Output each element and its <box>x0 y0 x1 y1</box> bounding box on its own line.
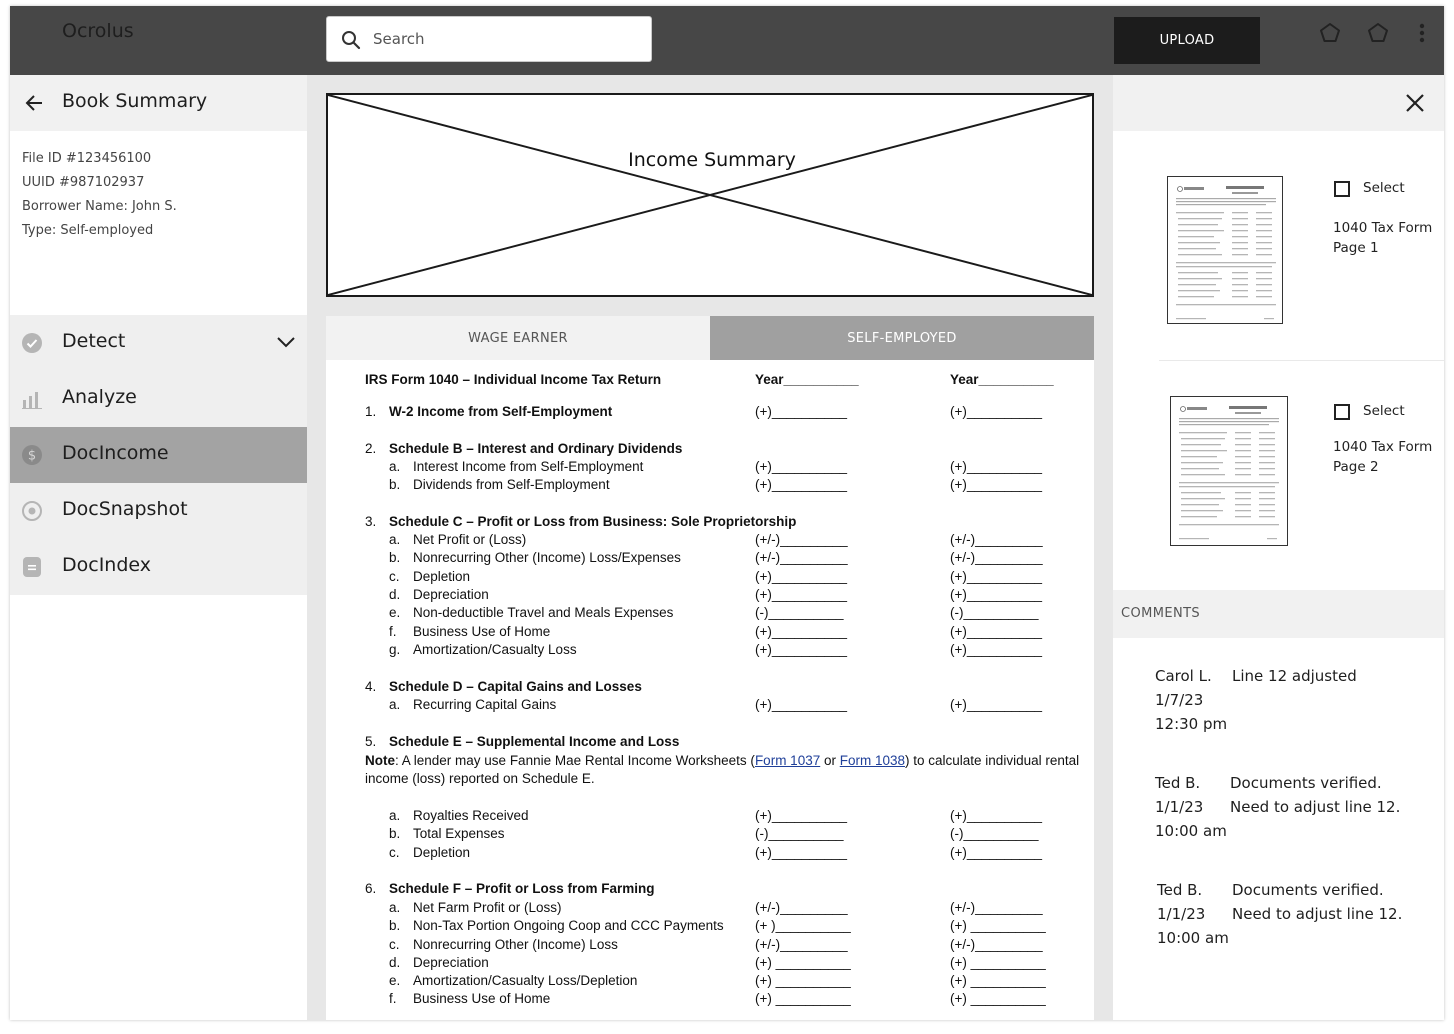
comments-title: COMMENTS <box>1121 606 1201 621</box>
form-field-year2[interactable]: (+)__________ <box>950 642 1042 657</box>
form-field-year2[interactable]: (+)__________ <box>950 624 1042 639</box>
comment-date: 1/1/23 <box>1155 798 1204 816</box>
svg-text:$: $ <box>27 448 37 464</box>
line-letter: a. <box>389 808 401 823</box>
left-sidebar <box>10 75 307 1020</box>
form-field-year2[interactable]: (+) __________ <box>950 918 1046 933</box>
section-number: 1. <box>365 404 377 419</box>
section-number: 3. <box>365 514 377 529</box>
line-label: Non-deductible Travel and Meals Expenses <box>413 605 674 620</box>
line-letter: f. <box>389 991 397 1006</box>
comment-line: Need to adjust line 12. <box>1232 905 1403 923</box>
form-field-year2[interactable]: (+)__________ <box>950 697 1042 712</box>
select-checkbox[interactable] <box>1334 404 1350 420</box>
line-letter: a. <box>389 532 401 547</box>
form-field-year2[interactable]: (+)__________ <box>950 808 1042 823</box>
document-name <box>1333 437 1432 477</box>
line-label: Depreciation <box>413 587 489 602</box>
comment-date: 1/7/23 <box>1155 691 1204 709</box>
comment-line: Need to adjust line 12. <box>1230 798 1401 816</box>
form-field-year1[interactable]: (+/-)_________ <box>755 550 848 565</box>
section-number: 6. <box>365 881 377 896</box>
form-field-year1[interactable]: (+)__________ <box>755 624 847 639</box>
section-number: 2. <box>365 441 377 456</box>
line-label: Nonrecurring Other (Income) Loss/Expenses <box>413 550 681 565</box>
top-bar <box>10 6 1444 75</box>
form-field-year1[interactable]: (+/-)_________ <box>755 532 848 547</box>
comment-author: Carol L. <box>1155 667 1212 685</box>
tab-wage-earner[interactable]: WAGE EARNER <box>326 316 710 360</box>
app-window <box>10 6 1444 1020</box>
form-field-year2[interactable]: (+/-)_________ <box>950 550 1043 565</box>
section-number: 5. <box>365 734 377 749</box>
line-label: Royalties Received <box>413 808 529 823</box>
form-field-year1[interactable]: (+)__________ <box>755 459 847 474</box>
form-1037-link[interactable]: Form 1037 <box>754 753 821 768</box>
line-letter: a. <box>389 697 401 712</box>
right-panel <box>1113 75 1444 1020</box>
comment-date: 1/1/23 <box>1157 905 1206 923</box>
form-field-year1[interactable]: (+)__________ <box>755 697 847 712</box>
document-thumbnail[interactable] <box>1170 396 1288 546</box>
document-page-icon <box>1168 177 1284 325</box>
sidebar-item-analyze[interactable] <box>10 371 307 427</box>
line-label: Depletion <box>413 569 471 584</box>
sidebar-item-label: Analyze <box>62 386 137 408</box>
document-name <box>1333 218 1432 258</box>
form-1038-link[interactable]: Form 1038 <box>839 753 906 768</box>
tab-self-employed[interactable]: SELF-EMPLOYED <box>710 316 1094 360</box>
pentagon-icon[interactable] <box>1366 21 1390 45</box>
form-field-year2[interactable]: (-)__________ <box>950 605 1039 620</box>
note-label: Note <box>365 753 395 768</box>
section-title: Schedule D – Capital Gains and Losses <box>389 679 642 694</box>
comment-meta <box>1157 878 1229 950</box>
comment-time: 12:30 pm <box>1155 715 1228 733</box>
banner-title: Income Summary <box>628 149 796 171</box>
year-column-1: Year__________ <box>755 372 859 387</box>
form-field-year1[interactable]: (+) __________ <box>755 955 851 970</box>
file-id: File ID #123456100 <box>22 151 152 166</box>
tax-form-document <box>326 360 1094 1020</box>
form-field-year2[interactable]: (+) __________ <box>950 973 1046 988</box>
comment-line: Documents verified. <box>1232 881 1384 899</box>
income-summary-banner <box>326 93 1094 297</box>
note-text: : A lender may use Fannie Mae Rental Income Worksheets ( <box>395 753 755 768</box>
sidebar-header <box>10 75 307 131</box>
line-label: Net Profit or (Loss) <box>413 532 527 547</box>
line-letter: d. <box>389 955 401 970</box>
search-box[interactable] <box>326 16 652 62</box>
document-page-icon <box>1171 397 1287 545</box>
year-column-2: Year__________ <box>950 372 1054 387</box>
sidebar-item-label: Detect <box>62 330 126 352</box>
right-panel-header <box>1113 75 1444 131</box>
form-field-year2[interactable]: (+)__________ <box>950 587 1042 602</box>
line-letter: a. <box>389 900 401 915</box>
more-vertical-icon[interactable] <box>1416 21 1428 45</box>
select-label: Select <box>1363 180 1405 196</box>
form-field-year1[interactable]: (+)__________ <box>755 642 847 657</box>
select-label: Select <box>1363 403 1405 419</box>
form-field-year2[interactable]: (+/-)_________ <box>950 532 1043 547</box>
line-letter: b. <box>389 550 401 565</box>
line-letter: b. <box>389 918 401 933</box>
form-field-year2[interactable]: (+)__________ <box>950 845 1042 860</box>
sidebar-item-docincome[interactable] <box>10 427 307 483</box>
sidebar-item-detect[interactable] <box>10 315 307 371</box>
form-field-year1[interactable]: (+)__________ <box>755 587 847 602</box>
form-field-year1[interactable]: (-)__________ <box>755 605 844 620</box>
note-text: or <box>820 753 840 768</box>
line-label: Recurring Capital Gains <box>413 697 557 712</box>
comment-author: Ted B. <box>1155 774 1201 792</box>
sidebar-item-label: DocIncome <box>62 442 169 464</box>
line-label: Depreciation <box>413 955 489 970</box>
form-field-year1[interactable]: (-)__________ <box>755 826 844 841</box>
form-field-year1[interactable]: (+) __________ <box>755 973 851 988</box>
comment-time: 10:00 am <box>1157 929 1229 947</box>
borrower-type: Type: Self-employed <box>22 223 154 238</box>
comment-text <box>1230 771 1400 819</box>
form-field-year1[interactable]: (+)__________ <box>755 477 847 492</box>
line-letter: b. <box>389 826 401 841</box>
form-field-year1[interactable]: (+/-)_________ <box>755 900 848 915</box>
pentagon-icon[interactable] <box>1318 21 1342 45</box>
document-name-line: 1040 Tax Form <box>1333 439 1433 455</box>
form-field-year2[interactable]: (+/-)_________ <box>950 900 1043 915</box>
line-letter: b. <box>389 477 401 492</box>
document-page: Page 1 <box>1333 240 1379 256</box>
document-icon <box>22 557 42 577</box>
sidebar-item-docindex[interactable] <box>10 539 307 595</box>
line-label: Dividends from Self-Employment <box>413 477 610 492</box>
form-title: IRS Form 1040 – Individual Income Tax Return <box>365 372 662 387</box>
dollar-circle-icon <box>22 445 42 465</box>
form-field-year2[interactable]: (+)__________ <box>950 459 1042 474</box>
line-letter: f. <box>389 624 397 639</box>
schedule-e-note <box>365 752 1095 788</box>
sidebar-nav <box>10 315 307 595</box>
divider <box>1159 360 1444 361</box>
comment-text <box>1232 878 1402 926</box>
brand-logo[interactable]: Ocrolus <box>62 20 134 42</box>
form-field-year2[interactable]: (+)__________ <box>950 477 1042 492</box>
line-label: Business Use of Home <box>413 991 551 1006</box>
form-field-year2[interactable]: (+)__________ <box>950 404 1042 419</box>
line-letter: e. <box>389 605 401 620</box>
document-thumbnail[interactable] <box>1167 176 1283 324</box>
form-field-year1[interactable]: (+ )__________ <box>755 918 851 933</box>
search-input[interactable] <box>373 17 643 61</box>
image-placeholder-icon <box>328 95 1092 295</box>
line-letter: a. <box>389 459 401 474</box>
form-field-year2[interactable]: (+)__________ <box>950 569 1042 584</box>
line-letter: d. <box>389 587 401 602</box>
line-letter: c. <box>389 937 400 952</box>
borrower-name: Borrower Name: John S. <box>22 199 177 214</box>
bar-chart-icon <box>22 389 42 409</box>
line-label: Amortization/Casualty Loss <box>413 642 577 657</box>
comment-time: 10:00 am <box>1155 822 1227 840</box>
line-letter: c. <box>389 845 400 860</box>
sidebar-item-label: DocIndex <box>62 554 152 576</box>
comment-line: Documents verified. <box>1230 774 1382 792</box>
eye-icon <box>22 501 42 521</box>
sidebar-item-docsnapshot[interactable] <box>10 483 307 539</box>
form-field-year1[interactable]: (+) __________ <box>755 991 851 1006</box>
sidebar-item-label: DocSnapshot <box>62 498 188 520</box>
document-page: Page 2 <box>1333 459 1379 475</box>
income-type-tabs <box>326 316 1094 360</box>
close-icon[interactable] <box>1405 93 1425 113</box>
document-name-line: 1040 Tax Form <box>1333 220 1433 236</box>
line-label: Business Use of Home <box>413 624 551 639</box>
line-letter: c. <box>389 569 400 584</box>
comments-header <box>1113 590 1444 638</box>
line-letter: g. <box>389 642 401 657</box>
search-icon <box>340 29 362 51</box>
comment-line: Line 12 adjusted <box>1232 667 1357 685</box>
line-label: Non-Tax Portion Ongoing Coop and CCC Payments <box>413 918 724 933</box>
form-field-year1[interactable]: (+)__________ <box>755 404 847 419</box>
section-number: 4. <box>365 679 377 694</box>
line-label: Interest Income from Self-Employment <box>413 459 644 474</box>
line-label: Amortization/Casualty Loss/Depletion <box>413 973 638 988</box>
main-content <box>307 75 1113 1020</box>
section-title: Schedule C – Profit or Loss from Business: Sole Proprietorship <box>389 514 797 529</box>
section-title: W-2 Income from Self-Employment <box>389 404 613 419</box>
file-metadata <box>22 147 177 243</box>
chevron-down-icon[interactable] <box>276 335 296 349</box>
check-circle-icon <box>22 333 42 353</box>
back-arrow-icon[interactable] <box>24 93 44 113</box>
form-field-year1[interactable]: (+)__________ <box>755 569 847 584</box>
form-field-year2[interactable]: (+/-)_________ <box>950 937 1043 952</box>
form-field-year2[interactable]: (+) __________ <box>950 955 1046 970</box>
form-field-year1[interactable]: (+)__________ <box>755 845 847 860</box>
comment-meta <box>1155 664 1227 736</box>
section-title: Schedule E – Supplemental Income and Loss <box>389 734 680 749</box>
comment-meta <box>1155 771 1227 843</box>
form-field-year2[interactable]: (-)__________ <box>950 826 1039 841</box>
form-field-year2[interactable]: (+) __________ <box>950 991 1046 1006</box>
comment-text <box>1232 664 1357 688</box>
comment-author: Ted B. <box>1157 881 1203 899</box>
form-field-year1[interactable]: (+/-)_________ <box>755 937 848 952</box>
uuid: UUID #987102937 <box>22 175 145 190</box>
select-checkbox[interactable] <box>1334 181 1350 197</box>
note-text: ) to calculate individual rental income (loss) reported on Schedule E. <box>365 753 1080 786</box>
form-field-year1[interactable]: (+)__________ <box>755 808 847 823</box>
line-letter: e. <box>389 973 401 988</box>
line-label: Total Expenses <box>413 826 505 841</box>
upload-button[interactable]: UPLOAD <box>1114 17 1260 64</box>
section-title: Schedule B – Interest and Ordinary Dividends <box>389 441 683 456</box>
line-label: Nonrecurring Other (Income) Loss <box>413 937 618 952</box>
section-title: Schedule F – Profit or Loss from Farming <box>389 881 655 896</box>
line-label: Depletion <box>413 845 471 860</box>
page-title: Book Summary <box>62 90 208 112</box>
line-label: Net Farm Profit or (Loss) <box>413 900 562 915</box>
